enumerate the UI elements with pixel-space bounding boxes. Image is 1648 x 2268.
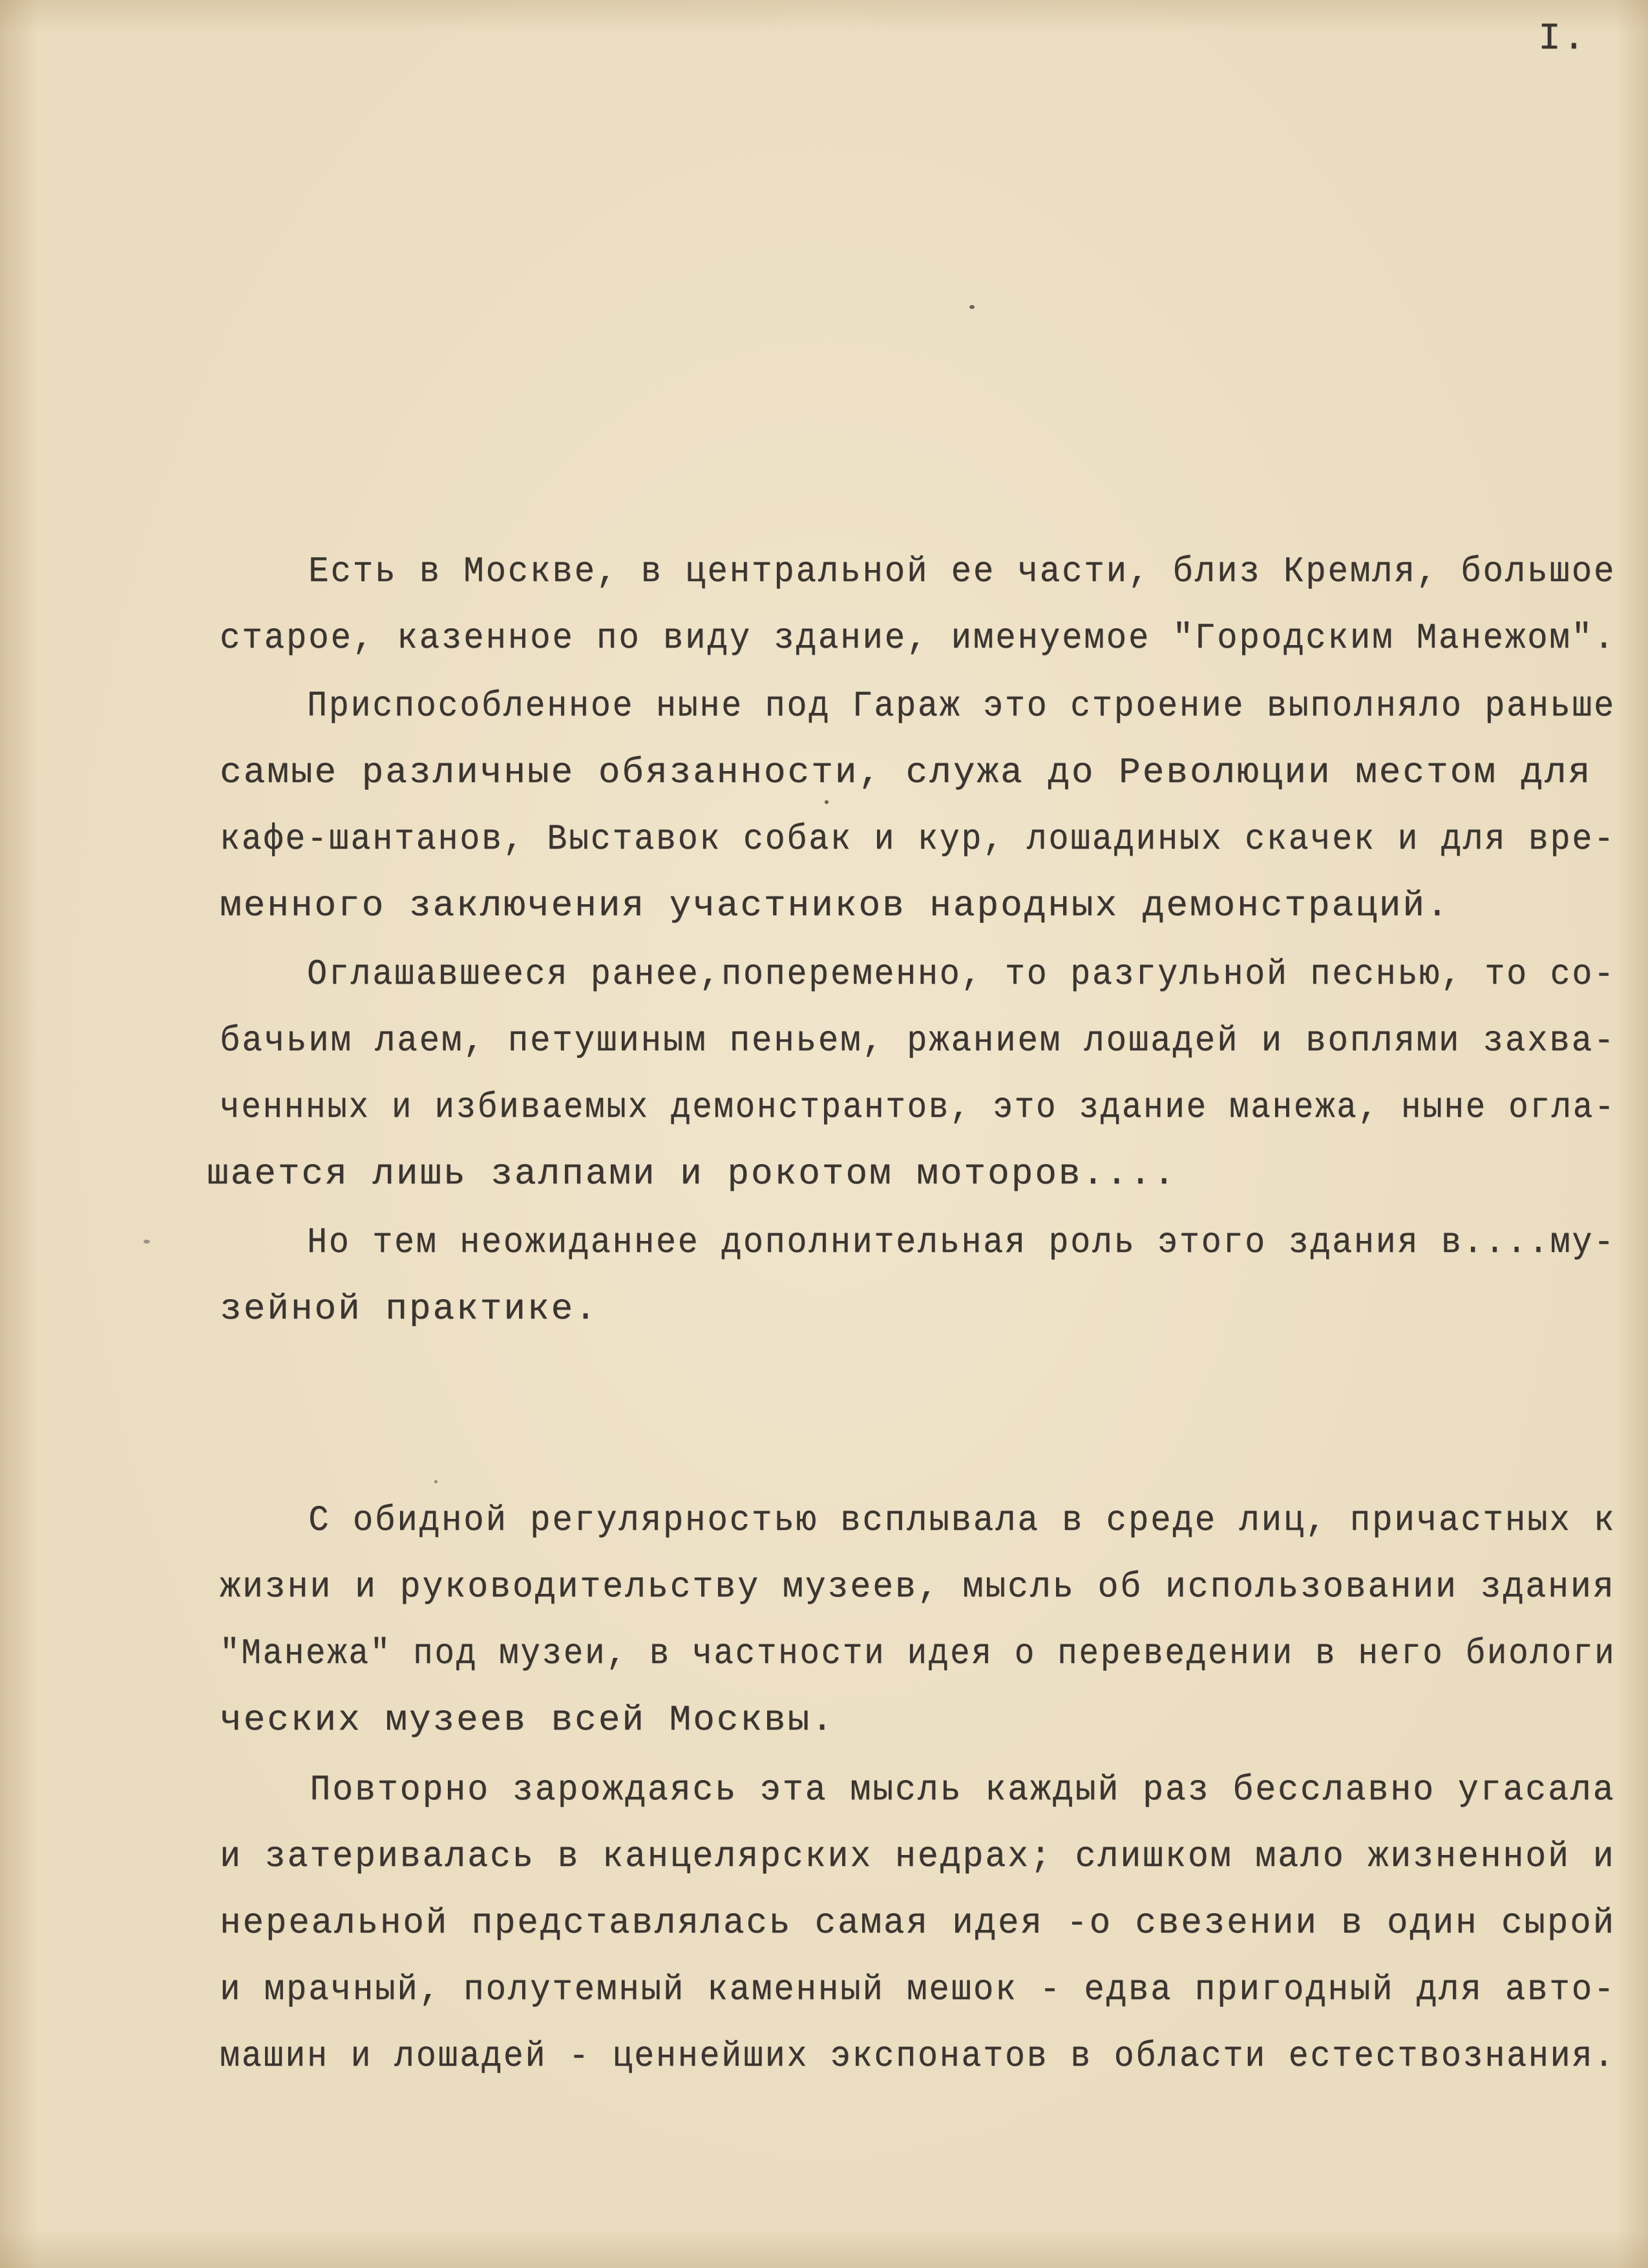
text-line-5: кафе-шантанов, Выставок собак и кур, лошадиных скачек и для вре- bbox=[220, 818, 1616, 860]
text-line-4: самые различные обязанности, служа до Революции местом для bbox=[220, 752, 1592, 793]
paper-speck bbox=[143, 1240, 150, 1244]
text-line-1: Есть в Москве, в центральной ее части, близ Кремля, большое bbox=[220, 551, 1616, 592]
text-line-8: бачьим лаем, петушиным пеньем, ржанием лошадей и воплями захва- bbox=[220, 1020, 1616, 1061]
text-line-9: ченнных и избиваемых демонстрантов, это здание манежа, ныне огла- bbox=[220, 1086, 1616, 1128]
text-line-12: зейной практике. bbox=[220, 1288, 598, 1330]
text-line-20: и мрачный, полутемный каменный мешок - едва пригодный для авто- bbox=[220, 1969, 1616, 2010]
text-line-11: Но тем неожиданнее дополнительная роль этого здания в....му- bbox=[220, 1222, 1616, 1263]
page-number: I. bbox=[1538, 18, 1587, 60]
paper-speck bbox=[969, 305, 975, 309]
text-line-14: жизни и руководительству музеев, мысль об использовании здания bbox=[220, 1566, 1616, 1607]
text-line-19: нереальной представлялась самая идея -о свезении в один сырой bbox=[220, 1902, 1616, 1944]
paper-speck bbox=[434, 1480, 438, 1483]
text-line-16: ческих музеев всей Москвы. bbox=[220, 1699, 835, 1741]
text-line-21: машин и лошадей - ценнейших экспонатов в области естествознания. bbox=[220, 2035, 1616, 2077]
text-line-7: Оглашавшееся ранее,попеременно, то разгульной песнью, то со- bbox=[220, 953, 1616, 995]
paper-speck bbox=[825, 800, 829, 804]
text-line-18: и затеривалась в канцелярских недрах; слишком мало жизненной и bbox=[220, 1836, 1616, 1877]
text-line-6: менного заключения участников народных демонстраций. bbox=[220, 885, 1450, 926]
text-line-10: шается лишь залпами и рокотом моторов.... bbox=[207, 1153, 1177, 1194]
text-line-2: старое, казенное по виду здание, именуемое "Городским Манежом". bbox=[220, 617, 1616, 659]
text-line-3: Приспособленное ныне под Гараж это строение выполняло раньше bbox=[220, 685, 1616, 726]
text-line-15: "Манежа" под музеи, в частности идея о переведении в него биологи bbox=[220, 1633, 1616, 1674]
text-line-13: С обидной регулярностью всплывала в среде лиц, причастных к bbox=[220, 1500, 1616, 1541]
text-line-17: Повторно зарождаясь эта мысль каждый раз бесславно угасала bbox=[220, 1769, 1616, 1810]
